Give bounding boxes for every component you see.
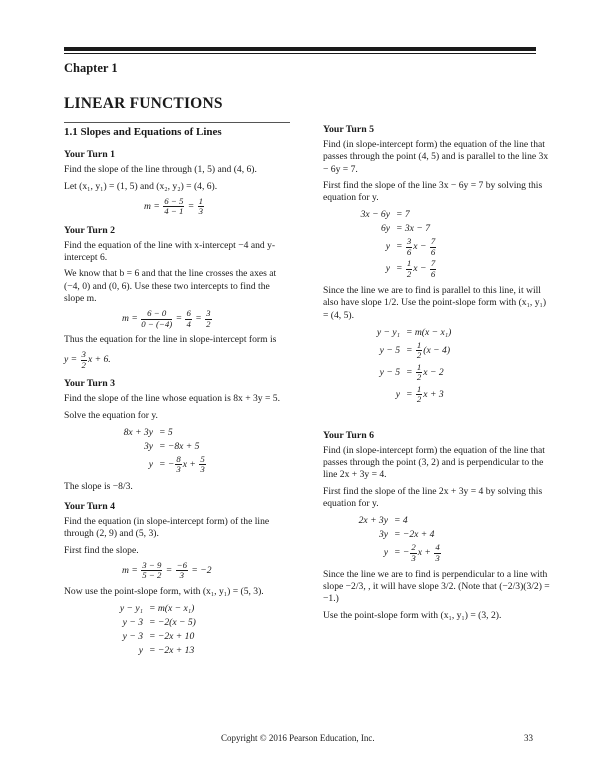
frac-num: 1 xyxy=(406,258,412,269)
your-turn-4-text: Find the equation (in slope-intercept form) of the line through (2, 9) and (5, 3). xyxy=(64,516,270,540)
eq-lhs: y − 3 xyxy=(122,630,143,642)
fraction xyxy=(410,543,416,563)
eq-row xyxy=(323,236,551,258)
eq-sign: = xyxy=(175,313,183,325)
frac-num: −6 xyxy=(176,559,187,570)
your-turn-1-equation xyxy=(64,197,292,217)
eq-sign: = xyxy=(195,313,202,325)
frac-den: 2 xyxy=(81,359,86,370)
your-turn-3-heading: Your Turn 3 xyxy=(64,378,116,390)
eq-row xyxy=(323,514,551,528)
eq-lhs: y − y₁ xyxy=(119,602,143,614)
right-column xyxy=(323,124,551,626)
your-turn-5-point-slope xyxy=(323,326,551,406)
your-turn-1-heading: Your Turn 1 xyxy=(64,149,116,161)
eq-sign: = xyxy=(187,201,195,213)
eq-lhs: y − 3 xyxy=(122,616,143,628)
left-column xyxy=(64,126,292,663)
eq-part: x + xyxy=(417,547,431,559)
eq-part: = − xyxy=(394,547,410,559)
frac-num: 5 xyxy=(200,453,205,464)
your-turn-5-instruction: First find the slope of the line 3x − 6y = 7 by solving this equation for y. xyxy=(323,179,543,204)
fraction xyxy=(176,561,188,581)
frac-den: 2 xyxy=(416,394,422,405)
fraction xyxy=(199,455,205,475)
frac-num: 8 xyxy=(176,453,181,464)
frac-num: 7 xyxy=(430,258,436,269)
eq-part: = xyxy=(406,345,413,357)
fraction xyxy=(416,385,422,405)
your-turn-5-text: Find (in slope-intercept form) the equation of the line that passes through the point (4, 5) and is parallel to the line 3x − 6y = 7. xyxy=(323,139,549,175)
fraction xyxy=(185,309,191,329)
your-turn-4-slope-equation xyxy=(64,561,292,581)
eq-row xyxy=(323,326,551,340)
eq-row xyxy=(323,384,551,406)
eq-lhs: 8x + 3y xyxy=(123,426,153,438)
eq-rhs: = −8x + 5 xyxy=(159,440,200,452)
eq-row xyxy=(64,602,292,616)
eq-rhs: = m(x − x₁) xyxy=(149,602,195,614)
frac-den: 6 xyxy=(406,246,412,257)
eq-row xyxy=(323,222,551,236)
eq-rhs: = 3x − 7 xyxy=(396,223,430,235)
eq-lhs: m = xyxy=(144,201,160,213)
frac-den: 2 xyxy=(406,268,412,279)
frac-den: 3 xyxy=(179,570,185,581)
your-turn-2-text: Find the equation of the line with x-intercept −4 and y-intercept 6. xyxy=(64,240,276,264)
eq-rhs xyxy=(393,237,437,257)
eq-part: (x − 4) xyxy=(423,345,451,357)
your-turn-5-solution xyxy=(323,208,551,280)
eq-row xyxy=(64,616,292,630)
fraction xyxy=(406,237,412,257)
your-turn-5 xyxy=(323,124,551,406)
fraction xyxy=(198,197,204,217)
frac-den: 2 xyxy=(416,350,422,361)
eq-rhs: = −2x + 4 xyxy=(394,528,435,540)
eq-rest: x + 6. xyxy=(87,354,111,366)
your-turn-1-text: Find the slope of the line through (1, 5) and (4, 6). xyxy=(64,164,257,176)
eq-part: x − 2 xyxy=(423,367,444,379)
frac-num: 1 xyxy=(416,361,422,372)
your-turn-3 xyxy=(64,378,292,493)
your-turn-6 xyxy=(323,430,551,622)
eq-rhs xyxy=(156,455,207,475)
eq-lhs: y − 5 xyxy=(379,344,400,356)
eq-rest: = −2 xyxy=(191,565,212,577)
frac-num: 3 − 9 xyxy=(142,559,162,570)
your-turn-2-conclusion: Thus the equation for the line in slope-intercept form is xyxy=(64,334,277,346)
footer-copyright: Copyright © 2016 Pearson Education, Inc. xyxy=(221,733,375,743)
eq-lhs: y xyxy=(138,644,143,656)
eq-part: x − xyxy=(413,241,427,253)
frac-den: 5 − 2 xyxy=(142,570,162,581)
eq-lhs: 3y xyxy=(378,528,388,540)
fraction xyxy=(416,363,422,383)
fraction xyxy=(175,455,181,475)
eq-part: x + xyxy=(182,459,196,471)
your-turn-6-instruction: First find the slope of the line 2x + 3y = 4 by solving this equation for y. xyxy=(323,485,543,509)
eq-rhs: = −2x + 10 xyxy=(149,630,195,642)
your-turn-6-perpendicular-note: Since the line we are to find is perpendicular to a line with slope −2/3, , it will have slope 3/2. (Note that (−2/3)(3/2) = −1.) xyxy=(323,569,550,605)
eq-lhs: 3x − 6y xyxy=(360,209,390,221)
fraction xyxy=(81,350,87,370)
frac-den: 6 xyxy=(430,246,436,257)
your-turn-6-heading: Your Turn 6 xyxy=(323,429,375,441)
your-turn-4-solution xyxy=(64,602,292,658)
frac-den: 3 xyxy=(176,464,181,475)
frac-den: 4 xyxy=(186,318,191,329)
eq-lhs: y − 5 xyxy=(379,366,400,378)
eq-lhs: y xyxy=(385,241,390,253)
your-turn-3-instruction: Solve the equation for y. xyxy=(64,409,158,421)
your-turn-3-result: The slope is −8/3. xyxy=(64,480,133,492)
your-turn-2-explanation: We know that b = 6 and that the line crosses the axes at (−4, 0) and (0, 6). Use these two intercepts to find the slope m. xyxy=(64,268,277,304)
frac-num: 7 xyxy=(430,236,436,247)
frac-den: 2 xyxy=(206,318,211,329)
eq-row xyxy=(323,258,551,280)
fraction xyxy=(430,259,436,279)
eq-row xyxy=(64,440,292,454)
top-rule-thin xyxy=(64,53,536,54)
frac-num: 6 − 5 xyxy=(164,195,184,206)
eq-row xyxy=(323,208,551,222)
page-number: 33 xyxy=(524,733,533,743)
your-turn-4-instruction: First find the slope. xyxy=(64,544,139,556)
frac-num: 1 xyxy=(198,195,204,206)
eq-part: = xyxy=(406,367,413,379)
eq-rhs: = 4 xyxy=(394,514,408,526)
eq-row xyxy=(323,362,551,384)
eq-part: x + 3 xyxy=(423,389,444,401)
section-heading: 1.1 Slopes and Equations of Lines xyxy=(64,126,222,138)
frac-den: 3 xyxy=(411,552,416,563)
frac-num: 3 xyxy=(406,236,412,247)
eq-rhs xyxy=(403,341,450,361)
eq-rhs xyxy=(391,543,442,563)
your-turn-2-heading: Your Turn 2 xyxy=(64,224,116,236)
frac-den: 3 xyxy=(435,552,440,563)
fraction xyxy=(434,543,440,563)
eq-rhs: = −2x + 13 xyxy=(149,644,195,656)
frac-den: 4 − 1 xyxy=(164,206,184,217)
eq-rhs xyxy=(403,363,444,383)
your-turn-5-parallel-note: Since the line we are to find is parallel to this line, it will also have slope 1/2. Use the point-slope form with (x₁, y₁) = (4, 5). xyxy=(323,285,547,321)
fraction xyxy=(406,259,412,279)
eq-row xyxy=(64,644,292,658)
eq-row xyxy=(323,340,551,362)
eq-sign: = xyxy=(165,565,173,577)
eq-rhs: = −2(x − 5) xyxy=(149,616,196,628)
eq-row xyxy=(64,630,292,644)
your-turn-3-solution xyxy=(64,426,292,476)
frac-num: 6 xyxy=(186,308,191,319)
eq-row xyxy=(323,542,551,564)
frac-num: 3 xyxy=(206,308,211,319)
eq-lhs: y xyxy=(395,388,400,400)
eq-part: = xyxy=(396,241,403,253)
frac-den: 3 xyxy=(198,206,204,217)
eq-rhs: = m(x − x₁) xyxy=(406,326,452,338)
your-turn-4-point-slope: Now use the point-slope form, with (x₁, y₁) = (5, 3). xyxy=(64,585,264,597)
frac-num: 3 xyxy=(81,349,86,360)
frac-den: 6 xyxy=(430,268,436,279)
frac-num: 4 xyxy=(435,542,440,553)
eq-lhs: 6y xyxy=(380,223,390,235)
frac-num: 1 xyxy=(416,383,422,394)
frac-den: 3 xyxy=(200,464,205,475)
eq-part: x − xyxy=(413,263,427,275)
your-turn-1 xyxy=(64,149,292,217)
eq-lhs: y xyxy=(385,263,390,275)
eq-lhs: y − y₁ xyxy=(376,326,400,338)
frac-num: 6 − 0 xyxy=(141,309,172,320)
your-turn-4-heading: Your Turn 4 xyxy=(64,501,116,513)
your-turn-6-text: Find (in slope-intercept form) the equation of the line that passes through the point (3, 2) and is perpendicular to the line 2x + 3y = 4. xyxy=(323,445,545,481)
eq-lhs: 2x + 3y xyxy=(358,514,388,526)
eq-lhs: 3y xyxy=(143,440,153,452)
your-turn-3-text: Find the slope of the line whose equation is 8x + 3y = 5. xyxy=(64,393,280,405)
your-turn-5-heading: Your Turn 5 xyxy=(323,124,375,135)
frac-den: 2 xyxy=(416,372,422,383)
top-rule-thick xyxy=(64,47,536,51)
frac-num: 1 xyxy=(416,339,422,350)
eq-row xyxy=(323,528,551,542)
eq-row xyxy=(64,454,292,476)
eq-lhs: m = xyxy=(122,313,138,325)
eq-rhs xyxy=(403,385,444,405)
eq-lhs: y xyxy=(148,458,153,470)
eq-rhs: = 5 xyxy=(159,426,173,438)
your-turn-4 xyxy=(64,501,292,658)
eq-part: = − xyxy=(159,459,175,471)
fraction xyxy=(205,309,211,329)
eq-part: = xyxy=(406,389,413,401)
eq-lhs: y = xyxy=(64,354,78,366)
fraction xyxy=(141,309,172,329)
frac-num: 2 xyxy=(411,542,416,553)
your-turn-6-point-slope: Use the point-slope form with (x₁, y₁) = (3, 2). xyxy=(323,609,502,621)
eq-rhs xyxy=(393,259,437,279)
chapter-title: LINEAR FUNCTIONS xyxy=(64,95,223,112)
frac-den: 0 − (−4) xyxy=(141,318,173,329)
fraction xyxy=(141,561,162,581)
eq-lhs: y xyxy=(383,546,388,558)
your-turn-2-slope-equation xyxy=(64,309,292,329)
eq-row xyxy=(64,426,292,440)
your-turn-2-result xyxy=(64,350,292,370)
fraction xyxy=(430,237,436,257)
fraction xyxy=(163,197,184,217)
your-turn-2 xyxy=(64,225,292,370)
your-turn-1-let: Let (x₁, y₁) = (1, 5) and (x₂, y₂) = (4, 6). xyxy=(64,180,218,192)
eq-lhs: m = xyxy=(122,565,138,577)
chapter-label: Chapter 1 xyxy=(64,61,118,75)
your-turn-6-solution xyxy=(323,514,551,564)
section-rule xyxy=(64,122,290,123)
fraction xyxy=(416,341,422,361)
eq-rhs: = 7 xyxy=(396,209,410,221)
eq-part: = xyxy=(396,263,403,275)
